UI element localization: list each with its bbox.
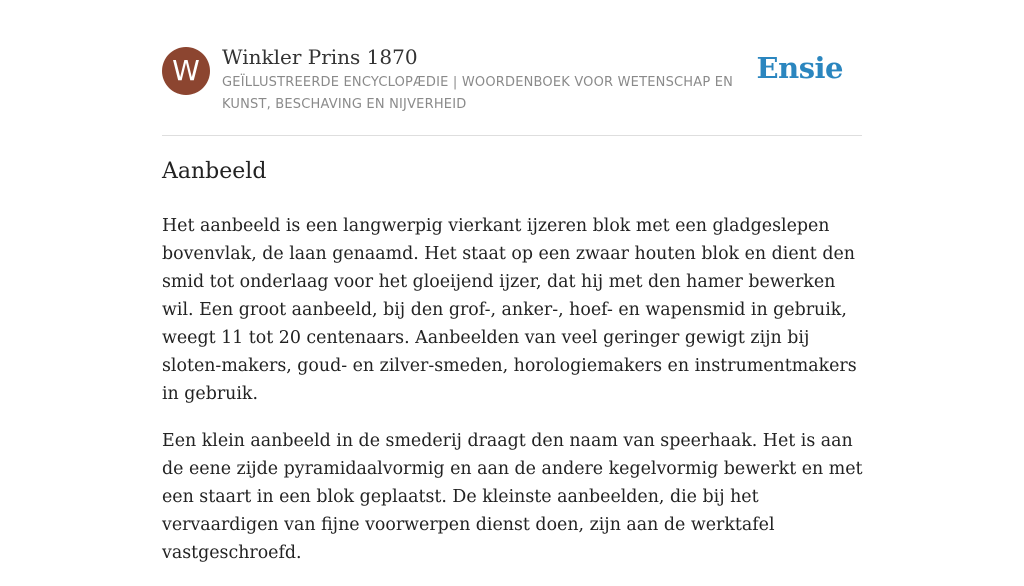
ensie-logo-link[interactable]: Ensie: [756, 51, 843, 85]
entry-paragraph: Een klein aanbeeld in de smederij draagt den naam van speerhaak. Het is aan de eene zijde pyramidaalvormig en aan de andere kegelvormig bewerkt en met een staart in een blok geplaatst. De kleinste aanbeelden, die bij het vervaardigen van fijne voorwerpen dienst doen, zijn aan de werktafel vastgeschroefd.: [162, 431, 863, 563]
source-avatar[interactable]: W: [162, 47, 210, 95]
entry-paragraph: Het aanbeeld is een langwerpig vierkant ijzeren blok met een gladgeslepen bovenvlak, de laan genaamd. Het staat op een zwaar houten blok en dient den smid tot onderlaag voor het gloeijend ijzer, dat hij met den hamer bewerken wil. Een groot aanbeeld, bij den grof-, anker-, hoef- en wapensmid in gebruik, weegt 11 tot 20 centenaars. Aanbeelden van veel geringer gewigt zijn bij sloten-makers, goud- en zilver-smeden, horologiemakers en instrumentmakers in gebruik.: [162, 216, 857, 404]
source-subtitle: GEÏLLUSTREERDE ENCYCLOPÆDIE | WOORDENBOEK VOOR WETENSCHAP EN KUNST, BESCHAVING EN NIJVERHEID: [222, 75, 734, 112]
page: [162, 0, 863, 563]
source-header: [162, 0, 862, 136]
source-title[interactable]: Winkler Prins 1870: [222, 45, 418, 69]
entry-body: [162, 212, 867, 586]
entry-title: Aanbeeld: [162, 159, 267, 184]
